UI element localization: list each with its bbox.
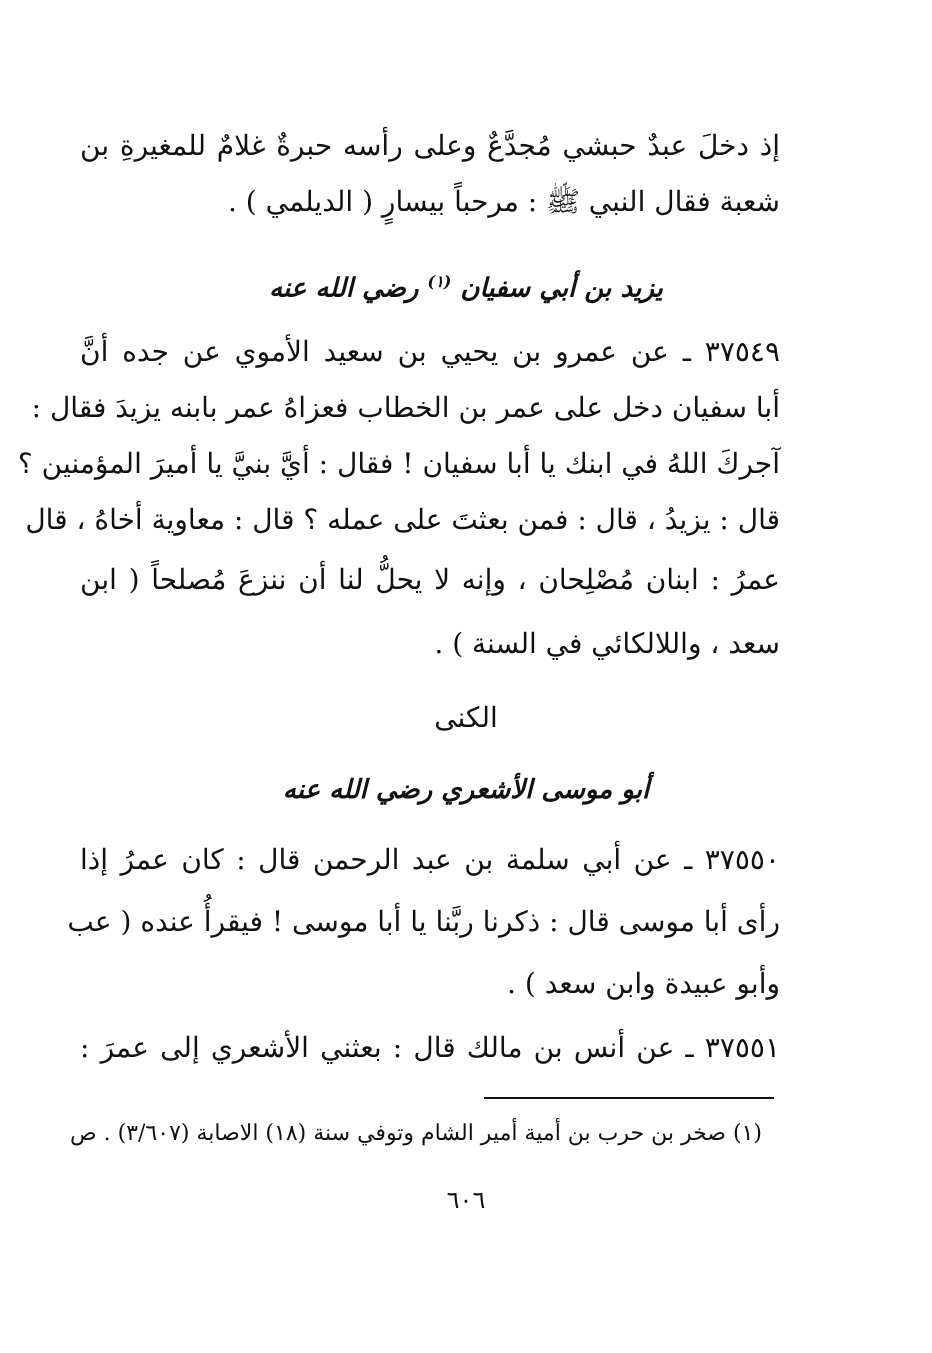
paragraph-line: عمرُ : ابنان مُصْلِحان ، وإنه لا يحلُّ لنا أن ننزعَ مُصلحاً ( ابن <box>80 563 780 596</box>
paragraph-line: ٣٧٥٥١ ـ عن أنس بن مالك قال : بعثني الأشعري إلى عمرَ : <box>80 1031 780 1064</box>
heading-name: يزيد بن أبي سفيان <box>460 273 663 304</box>
paragraph-line: سعد ، واللالكائي في السنة ) . <box>434 627 780 660</box>
paragraph-line: ٣٧٥٤٩ ـ عن عمرو بن يحيي بن سعيد الأموي عن جده أنَّ <box>80 335 780 368</box>
section-heading <box>0 262 932 309</box>
text-line: إذ دخلَ عبدٌ حبشي مُجدَّعٌ وعلى رأسه حبرةٌ غلامٌ للمغيرةِ بن <box>80 129 780 162</box>
footnote-divider <box>484 1097 774 1099</box>
heading-suffix: رضي الله عنه <box>269 273 419 304</box>
paragraph-line: أبا سفيان دخل على عمر بن الخطاب فعزاهُ عمر بابنه يزيدَ فقال : <box>31 391 780 424</box>
paragraph-line: وأبو عبيدة وابن سعد ) . <box>507 967 780 1000</box>
text-line: شعبة فقال النبي ﷺ : مرحباً بيسارٍ ( الديلمي ) . <box>227 185 780 218</box>
paragraph-line: ٣٧٥٥٠ ـ عن أبي سلمة بن عبد الرحمن قال : كان عمرُ إذا <box>80 843 780 876</box>
paragraph-line: رأى أبا موسى قال : ذكرنا ربَّنا يا أبا موسى ! فيقرأُ عنده ( عب <box>67 905 780 938</box>
paragraph-line: قال : يزيدُ ، قال : فمن بعثتَ على عمله ؟ قال : معاوية أخاهُ ، قال <box>25 503 780 536</box>
page-number: ٦٠٦ <box>446 1186 486 1214</box>
section-heading: أبو موسى الأشعري رضي الله عنه <box>282 775 650 805</box>
footnote: (١) صخر بن حرب بن أمية أمير الشام وتوفي سنة (١٨) الاصابة (٣/٦٠٧) . ص <box>70 1121 762 1146</box>
section-title: الكنى <box>434 701 498 734</box>
footnote-marker: (١) <box>427 272 452 291</box>
paragraph-line: آجركَ اللهُ في ابنك يا أبا سفيان ! فقال : أيَّ بنيَّ يا أميرَ المؤمنين ؟ <box>17 447 780 480</box>
